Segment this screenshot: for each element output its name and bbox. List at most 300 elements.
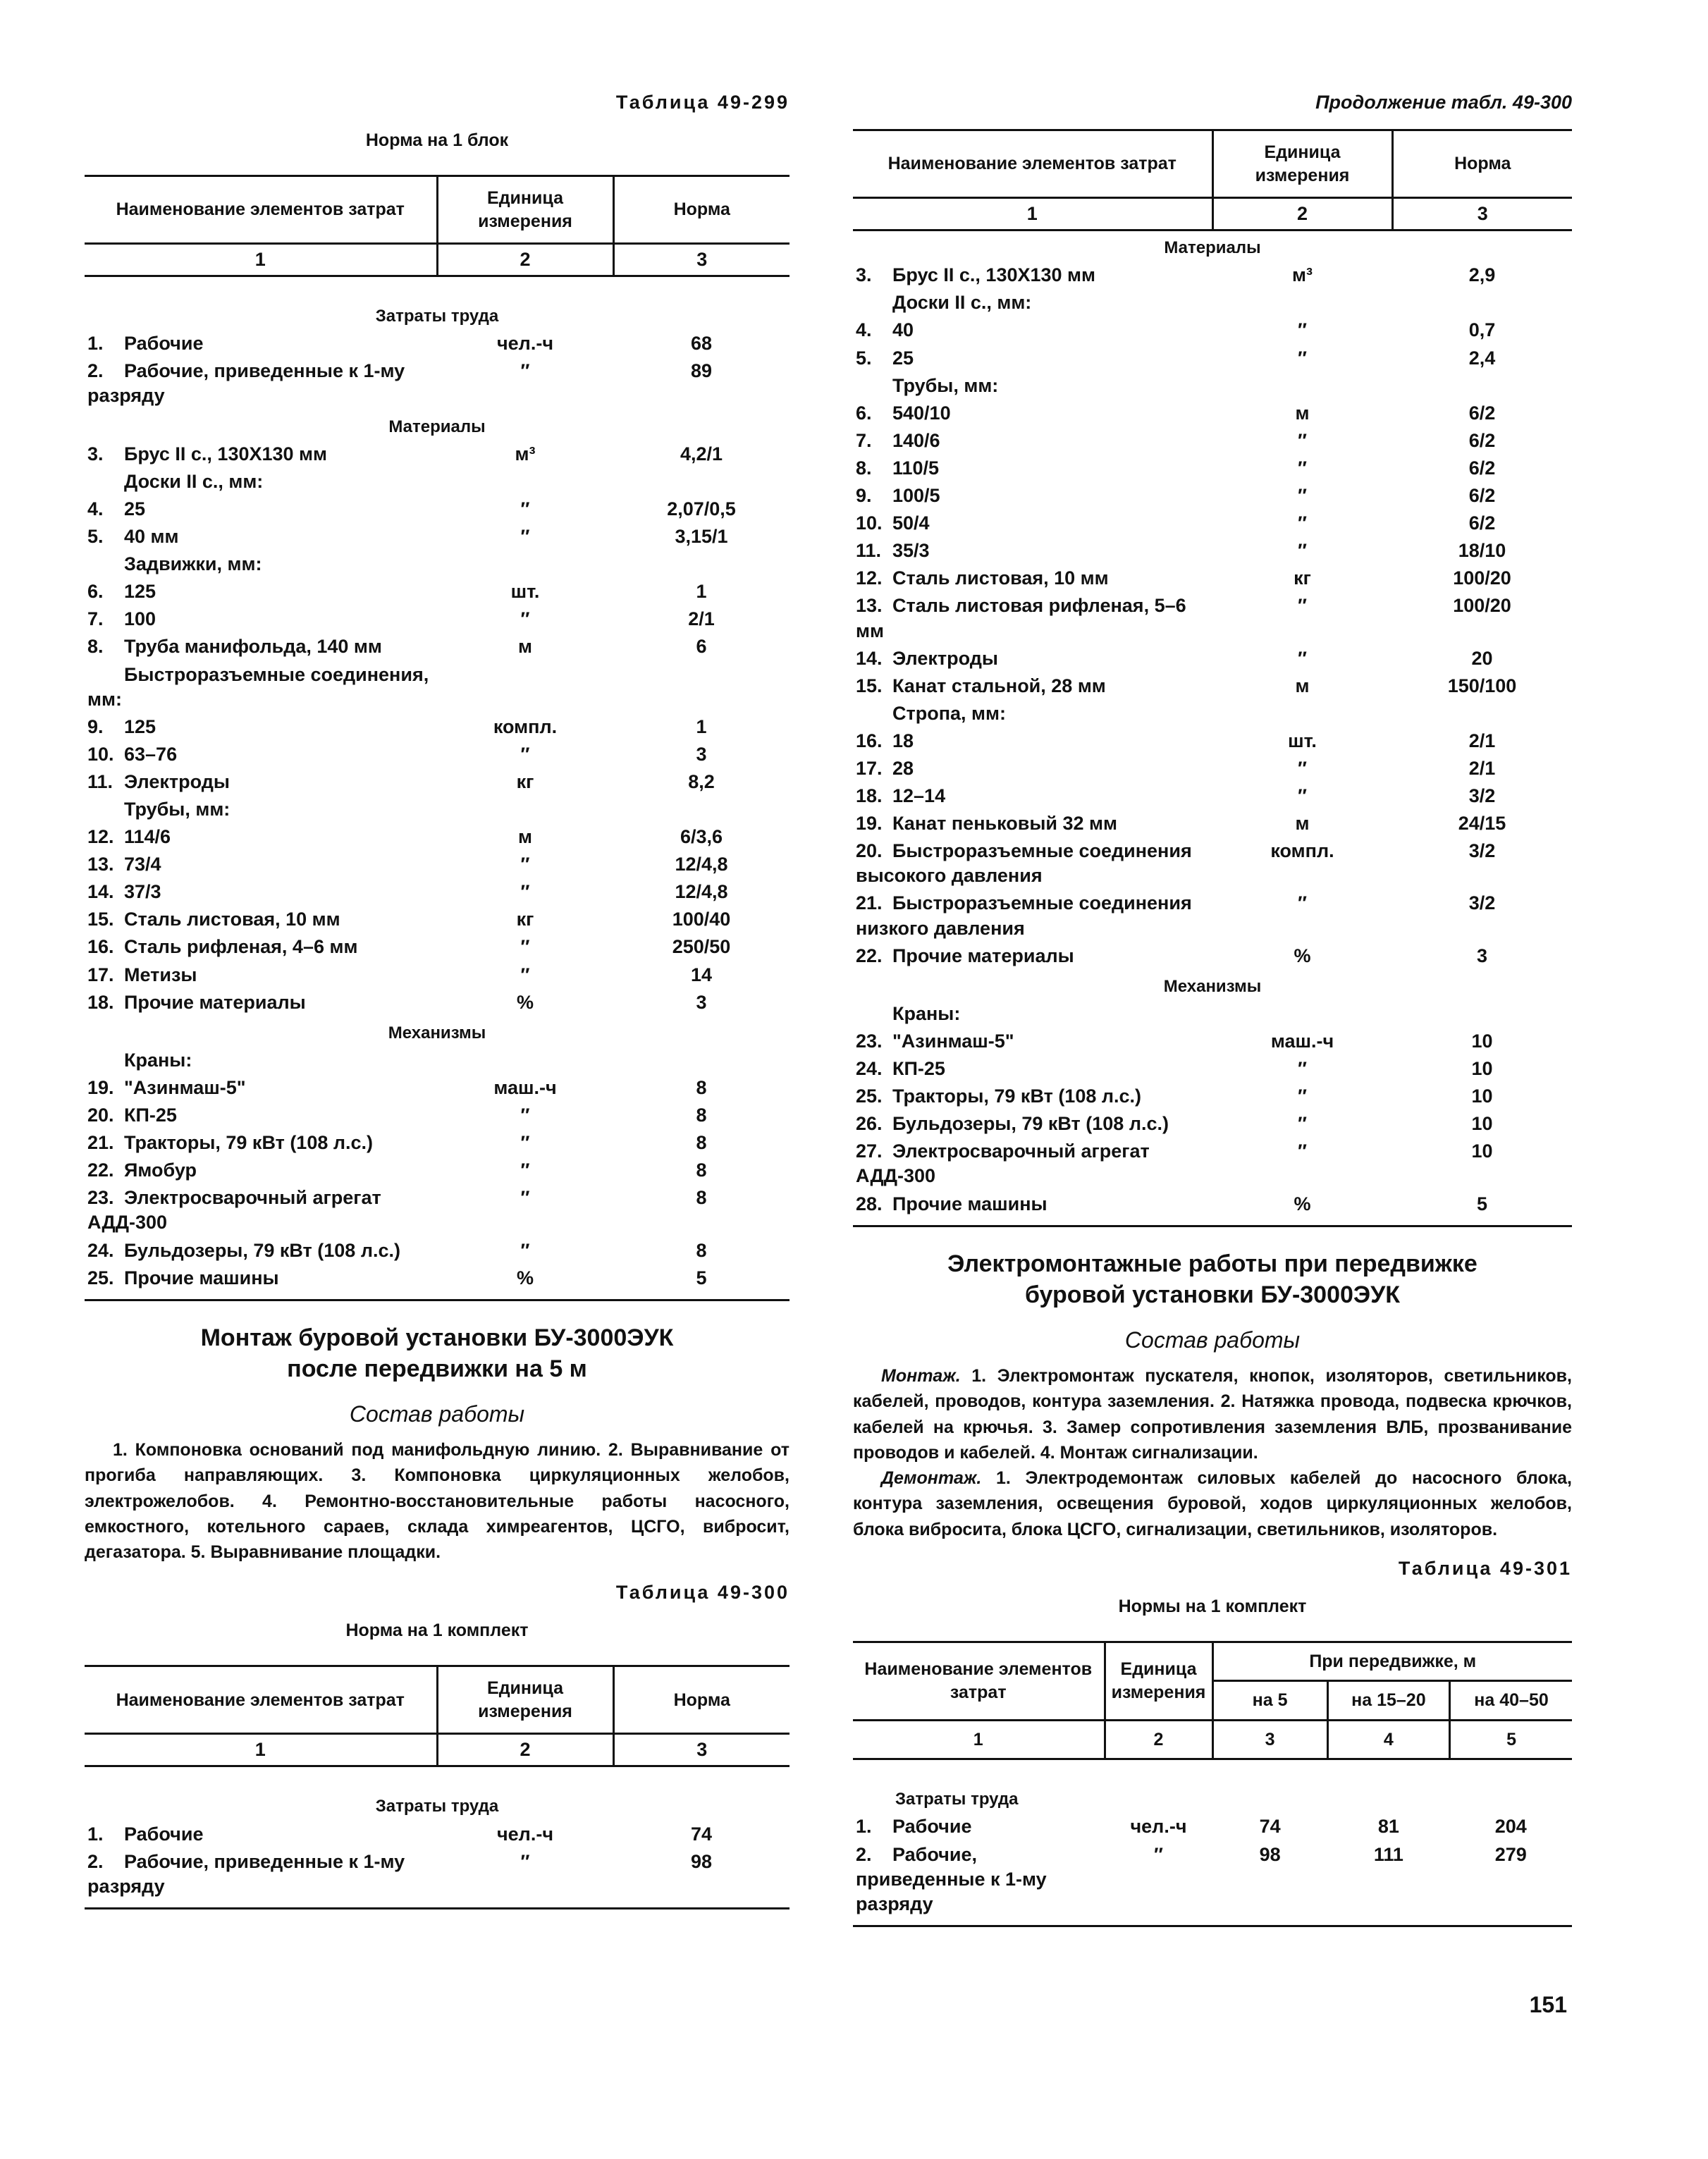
row-label: 35/3	[892, 540, 930, 562]
table-row	[853, 837, 1572, 890]
section-heading: Механизмы	[1163, 976, 1262, 996]
row-label: Прочие материалы	[892, 945, 1074, 966]
table-row	[85, 1821, 790, 1848]
row-value: 150/100	[1447, 675, 1517, 696]
row-value: 8	[696, 1160, 707, 1181]
page-number: 151	[1529, 1992, 1567, 2017]
table-row	[853, 262, 1572, 289]
header-sub: на 15–20	[1327, 1681, 1449, 1721]
row-name	[85, 468, 437, 496]
row-number: 14.	[87, 881, 114, 903]
row-label: Быстроразъемные соединения, мм:	[87, 663, 429, 710]
row-label: Электроды	[124, 770, 230, 792]
row-value: 24/15	[1458, 813, 1506, 835]
row-number: 9.	[856, 485, 872, 507]
table-body	[85, 1766, 790, 1900]
row-value: 2,4	[1468, 347, 1496, 369]
row-label: Быстроразъемные соединения высокого давления	[856, 840, 1192, 887]
row-unit: ″	[1298, 892, 1307, 914]
row-label: Краны:	[892, 1002, 961, 1024]
row-unit	[437, 1047, 613, 1074]
row-unit: ″	[520, 1132, 530, 1154]
row-number: 24.	[87, 1239, 114, 1261]
table-row	[853, 1191, 1572, 1218]
row-value: 10	[1471, 1113, 1493, 1135]
row-value: 12/4,8	[675, 881, 728, 903]
section-heading: Затраты труда	[375, 1797, 499, 1816]
row-unit: ″	[520, 936, 530, 958]
row-unit: ″	[1298, 319, 1307, 341]
header-name: Наименование элементов затрат	[853, 1642, 1105, 1720]
table-row	[853, 1841, 1572, 1918]
table-body	[853, 230, 1572, 1218]
table-row	[85, 906, 790, 933]
row-label: 100/5	[892, 485, 940, 507]
row-label: 114/6	[124, 826, 171, 848]
row-number: 12.	[856, 567, 883, 589]
row-number: 3.	[856, 264, 872, 286]
table-row	[853, 1138, 1572, 1190]
row-unit	[1212, 289, 1392, 316]
row-name	[853, 1110, 1212, 1138]
row-number: 18.	[856, 785, 883, 807]
row-value: 98	[1259, 1843, 1281, 1865]
row-name	[85, 605, 437, 633]
section-title-line: буровой установки БУ-3000ЭУК	[1024, 1281, 1400, 1308]
table-row	[85, 989, 790, 1016]
row-value: 1	[696, 581, 707, 603]
section-title-line: Электромонтажные работы при передвижке	[947, 1250, 1477, 1277]
header-name: Наименование элементов затрат	[853, 130, 1212, 198]
row-label: Рабочие, приведенные к 1-му разряду	[87, 360, 405, 407]
row-name	[853, 1000, 1212, 1028]
row-label: Метизы	[124, 964, 197, 985]
row-unit: %	[1294, 1193, 1311, 1214]
row-label: 140/6	[892, 429, 940, 451]
row-number: 5.	[856, 347, 872, 369]
row-value: 74	[690, 1823, 713, 1845]
row-label: 73/4	[124, 854, 161, 875]
table-row	[853, 1110, 1572, 1138]
row-label: Прочие машины	[892, 1193, 1047, 1214]
row-value: 74	[1259, 1816, 1281, 1838]
row-label: Рабочие, приведенные к 1-му разряду	[87, 1850, 405, 1897]
row-name	[85, 357, 437, 410]
row-unit: м	[1295, 675, 1310, 696]
row-unit: ″	[1298, 347, 1307, 369]
table-row	[853, 782, 1572, 810]
row-name	[853, 755, 1212, 782]
section-row	[85, 1016, 790, 1047]
row-label: 18	[892, 730, 914, 751]
table-row	[85, 523, 790, 550]
row-number: 22.	[87, 1160, 114, 1181]
row-name	[853, 672, 1212, 700]
table-row	[85, 496, 790, 523]
section-heading: Затраты труда	[895, 1790, 1019, 1809]
table-end-rule	[85, 1907, 790, 1909]
row-label: Быстроразъемные соединения низкого давления	[856, 892, 1192, 939]
row-value: 2/1	[1468, 730, 1496, 751]
section-heading: Материалы	[388, 417, 486, 436]
row-name	[853, 482, 1212, 510]
row-label: 110/5	[892, 457, 940, 479]
row-number: 19.	[856, 813, 883, 835]
row-unit: ″	[1298, 1140, 1307, 1162]
row-value: 89	[690, 360, 713, 382]
row-value: 2,9	[1468, 264, 1496, 286]
section-row	[853, 230, 1572, 262]
row-unit: ″	[520, 1187, 530, 1209]
table-row	[85, 357, 790, 410]
row-name	[853, 289, 1212, 316]
row-number: 11.	[87, 770, 113, 792]
row-unit: ″	[520, 881, 530, 903]
row-unit	[437, 796, 613, 823]
row-number: 7.	[856, 429, 872, 451]
row-number: 27.	[856, 1140, 883, 1162]
row-number: 26.	[856, 1113, 883, 1135]
row-label: 125	[124, 581, 156, 603]
row-number: 1.	[87, 333, 104, 355]
row-label: Труба манифольда, 140 мм	[124, 636, 382, 658]
table-row	[853, 455, 1572, 482]
row-unit: ″	[1154, 1843, 1163, 1865]
row-value: 10	[1471, 1058, 1493, 1080]
row-label: 63–76	[124, 743, 178, 765]
montazh-paragraph	[853, 1363, 1572, 1465]
table-row	[85, 468, 790, 496]
row-label: 12–14	[892, 785, 946, 807]
row-label: Стропа, мм:	[892, 702, 1006, 724]
row-number: 8.	[856, 457, 872, 479]
row-name	[853, 890, 1212, 942]
row-number: 19.	[87, 1077, 114, 1098]
row-value: 111	[1373, 1843, 1403, 1865]
row-name	[85, 1074, 437, 1102]
row-value	[1392, 372, 1572, 400]
table-row	[853, 942, 1572, 970]
row-number: 2.	[87, 1850, 104, 1872]
row-number: 10.	[87, 743, 114, 765]
row-value: 4,2/1	[680, 443, 723, 465]
row-value: 1	[696, 715, 707, 737]
row-unit: м	[1295, 402, 1310, 424]
row-label: Рабочие	[892, 1816, 972, 1838]
table-row	[853, 482, 1572, 510]
col-number: 5	[1450, 1720, 1572, 1759]
row-name	[85, 1265, 437, 1292]
table-row	[85, 713, 790, 741]
row-value: 8	[696, 1239, 707, 1261]
col-number: 1	[85, 244, 437, 276]
row-name	[853, 427, 1212, 455]
row-label: Бульдозеры, 79 кВт (108 л.с.)	[124, 1239, 400, 1261]
col-number: 2	[1105, 1720, 1212, 1759]
row-number: 21.	[87, 1132, 114, 1154]
row-unit	[437, 468, 613, 496]
row-label: Тракторы, 79 кВт (108 л.с.)	[124, 1132, 374, 1154]
section-row	[85, 410, 790, 441]
row-number: 17.	[856, 757, 883, 779]
row-name	[853, 1028, 1212, 1055]
header-unit: Единица измерения	[437, 176, 613, 244]
table-row	[85, 1265, 790, 1292]
row-label: "Азинмаш-5"	[124, 1077, 246, 1098]
table-row	[853, 1083, 1572, 1110]
col-number: 2	[437, 1734, 613, 1766]
table-row	[85, 878, 790, 906]
row-unit: ″	[1298, 1113, 1307, 1135]
row-number: 18.	[87, 991, 114, 1013]
table-row	[853, 890, 1572, 942]
table-end-rule	[853, 1225, 1572, 1227]
row-name	[85, 906, 437, 933]
row-value: 250/50	[672, 936, 731, 958]
row-unit: ″	[1298, 1085, 1307, 1107]
row-value: 5	[696, 1267, 707, 1288]
row-value	[1392, 700, 1572, 727]
row-unit: кг	[516, 909, 534, 930]
row-value: 5	[1476, 1193, 1488, 1214]
row-name	[85, 1821, 437, 1848]
header-name: Наименование элементов затрат	[85, 176, 437, 244]
table-row	[85, 441, 790, 468]
header-group: При передвижке, м	[1212, 1642, 1572, 1681]
row-number: 25.	[87, 1267, 114, 1288]
row-unit: ″	[520, 360, 530, 382]
row-label: Брус II с., 130Х130 мм	[124, 443, 327, 465]
table-row	[853, 755, 1572, 782]
row-unit: кг	[1294, 567, 1311, 589]
table-end-rule	[853, 1925, 1572, 1927]
row-name	[853, 700, 1212, 727]
table-row	[853, 372, 1572, 400]
row-number: 3.	[87, 443, 104, 465]
row-unit: ″	[520, 1160, 530, 1181]
row-name	[85, 823, 437, 851]
row-name	[853, 1138, 1212, 1190]
table-row	[85, 550, 790, 578]
row-label: Электросварочный агрегат АДД-300	[87, 1187, 381, 1234]
row-name	[85, 713, 437, 741]
row-name	[85, 330, 437, 357]
section-title-line: после передвижки на 5 м	[287, 1355, 587, 1382]
table-row	[853, 592, 1572, 644]
row-unit: компл.	[493, 715, 558, 737]
row-value: 68	[690, 333, 713, 355]
row-unit: %	[516, 1267, 534, 1288]
table-row	[85, 933, 790, 961]
row-number: 5.	[87, 526, 104, 548]
table-row	[85, 330, 790, 357]
row-label: Бульдозеры, 79 кВт (108 л.с.)	[892, 1113, 1169, 1135]
table-row	[85, 633, 790, 660]
table-row	[853, 810, 1572, 837]
row-name	[853, 400, 1212, 427]
row-unit: ″	[1298, 429, 1307, 451]
col-number: 2	[1212, 198, 1392, 230]
row-value: 12/4,8	[675, 854, 728, 875]
section-title	[853, 1248, 1572, 1310]
table-49-299	[85, 175, 790, 1292]
row-value: 3/2	[1468, 840, 1496, 862]
row-unit: кг	[516, 770, 534, 792]
row-value	[613, 468, 790, 496]
section-heading: Материалы	[1164, 238, 1261, 258]
row-label: 50/4	[892, 512, 930, 534]
table-row	[85, 1157, 790, 1184]
table-row	[85, 961, 790, 989]
row-value: 3/2	[1468, 892, 1496, 914]
col-number: 3	[613, 244, 790, 276]
row-label: 40	[892, 319, 914, 341]
table-row	[853, 1055, 1572, 1083]
row-label: 540/10	[892, 402, 951, 424]
row-number: 12.	[87, 826, 114, 848]
right-column	[853, 92, 1572, 1927]
row-name	[853, 262, 1212, 289]
row-label: 100	[124, 608, 156, 630]
row-unit: ″	[520, 1850, 530, 1872]
row-unit: маш.-ч	[1270, 1031, 1334, 1052]
row-label: Сталь листовая рифленая, 5–6 мм	[856, 595, 1186, 641]
table-end-rule	[85, 1299, 790, 1301]
table-body	[85, 276, 790, 1292]
row-number: 6.	[856, 402, 872, 424]
row-label: Прочие машины	[124, 1267, 279, 1288]
row-label: Доски II с., мм:	[892, 292, 1032, 314]
row-number: 20.	[856, 840, 883, 862]
row-name	[85, 768, 437, 796]
row-label: "Азинмаш-5"	[892, 1031, 1014, 1052]
table-49-299-subtitle: Норма на 1 блок	[365, 130, 509, 150]
row-value	[1392, 289, 1572, 316]
row-unit: чел.-ч	[496, 1823, 553, 1845]
header-unit: Единица измерения	[1212, 130, 1392, 198]
row-value: 6/2	[1468, 402, 1496, 424]
row-label: Рабочие	[124, 1823, 204, 1845]
row-name	[85, 1047, 437, 1074]
col-number: 3	[613, 1734, 790, 1766]
row-number: 4.	[856, 319, 872, 341]
montazh-text: 1. Электромонтаж пускателя, кнопок, изоляторов, светильников, кабелей, проводов, контура заземления. 2. Натяжка провода, подвеска крючков, кабелей на крючья. 3. Замер сопротивления заземления ВЛБ, прозванивание проводов и кабелей. 4. Монтаж сигнализации.	[853, 1366, 1572, 1463]
row-value: 81	[1377, 1816, 1399, 1838]
row-value: 3	[696, 991, 707, 1013]
row-number: 14.	[856, 647, 883, 669]
header-norm: Норма	[613, 1666, 790, 1734]
row-number: 16.	[87, 936, 114, 958]
section-heading: Механизмы	[388, 1023, 486, 1042]
montazh-label: Монтаж.	[881, 1366, 961, 1386]
table-row	[853, 400, 1572, 427]
row-number: 28.	[856, 1193, 883, 1214]
row-name	[853, 782, 1212, 810]
row-value: 18/10	[1458, 540, 1506, 562]
row-unit: ″	[520, 964, 530, 985]
row-unit: ″	[520, 854, 530, 875]
col-number: 1	[853, 198, 1212, 230]
row-value: 8	[696, 1077, 707, 1098]
row-number: 10.	[856, 512, 883, 534]
table-row	[853, 510, 1572, 537]
row-number: 16.	[856, 730, 883, 751]
row-value: 8	[696, 1132, 707, 1154]
row-name	[85, 550, 437, 578]
row-value	[613, 550, 790, 578]
row-value: 3	[696, 743, 707, 765]
row-unit: ″	[520, 1105, 530, 1126]
table-49-300-caption: Таблица 49-300	[615, 1582, 790, 1604]
row-value: 8	[696, 1187, 707, 1209]
row-name	[853, 372, 1212, 400]
row-name	[85, 878, 437, 906]
header-unit: Единица измерения	[437, 1666, 613, 1734]
header-name: Наименование элементов затрат	[85, 1666, 437, 1734]
row-unit: чел.-ч	[496, 333, 553, 355]
row-name	[85, 523, 437, 550]
row-number: 8.	[87, 636, 104, 658]
table-row	[85, 661, 790, 713]
row-unit: компл.	[1270, 840, 1334, 862]
row-value: 20	[1471, 647, 1493, 669]
row-unit	[437, 550, 613, 578]
row-value	[613, 1047, 790, 1074]
section-row	[85, 1766, 790, 1821]
row-name	[853, 942, 1212, 970]
row-unit: шт.	[1288, 730, 1317, 751]
row-label: Рабочие	[124, 333, 204, 355]
row-unit: ″	[520, 526, 530, 548]
row-name	[85, 661, 437, 713]
table-row	[853, 700, 1572, 727]
row-value: 2/1	[1468, 757, 1496, 779]
row-value: 8	[696, 1105, 707, 1126]
table-row	[853, 1813, 1572, 1840]
table-row	[853, 316, 1572, 344]
row-value: 6	[696, 636, 707, 658]
table-row	[85, 1184, 790, 1236]
row-number: 4.	[87, 498, 104, 519]
row-unit: чел.-ч	[1130, 1816, 1187, 1838]
row-label: 25	[892, 347, 914, 369]
table-row	[85, 796, 790, 823]
row-name	[853, 345, 1212, 372]
row-unit: ″	[1298, 595, 1307, 617]
row-value: 6/2	[1468, 457, 1496, 479]
row-label: Доски II с., мм:	[124, 470, 264, 492]
row-number: 17.	[87, 964, 114, 985]
section-title	[85, 1322, 790, 1384]
row-value: 10	[1471, 1031, 1493, 1052]
table-row	[853, 289, 1572, 316]
row-unit: ″	[1298, 1058, 1307, 1080]
table-continuation-caption: Продолжение табл. 49-300	[1315, 92, 1572, 113]
table-row	[85, 1102, 790, 1129]
section-heading: Затраты труда	[375, 307, 499, 326]
table-row	[853, 565, 1572, 592]
row-name	[853, 1083, 1212, 1110]
work-description: 1. Компоновка оснований под манифольдную линию. 2. Выравнивание от прогиба направляющих. 3. Компоновка циркуляционных желобов, электрожелобов. 4. Ремонтно-восстановительные работы насосного, емкостного, котельного сараев, склада химреагентов, ЦСГО, вибросит, дегазатора. 5. Выравнивание площадки.	[85, 1440, 790, 1563]
row-label: 28	[892, 757, 914, 779]
table-row	[853, 427, 1572, 455]
col-number: 4	[1327, 1720, 1449, 1759]
row-name	[85, 441, 437, 468]
row-label: Ямобур	[124, 1160, 197, 1181]
row-value: 3,15/1	[675, 526, 728, 548]
row-number: 7.	[87, 608, 104, 630]
col-number: 2	[437, 244, 613, 276]
